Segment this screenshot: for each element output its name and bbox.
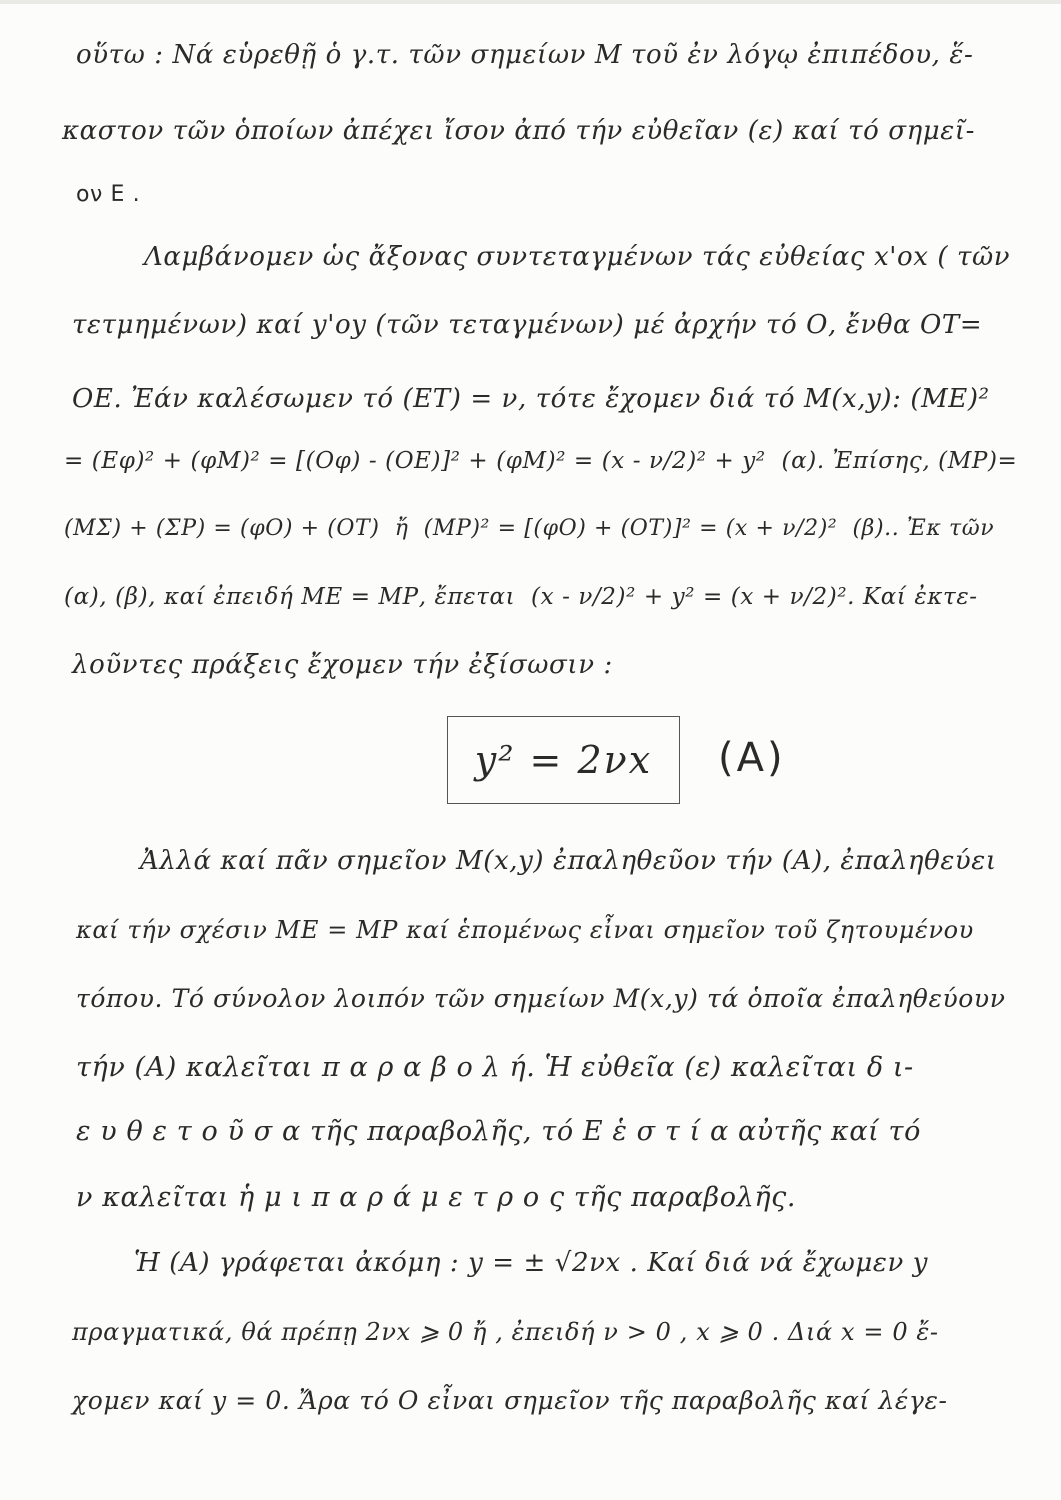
text-line-14: τήν (Α) καλεῖται π α ρ α β ο λ ή. Ἡ εὐθεῖα (ε) καλεῖται δ ι- [76,1052,914,1083]
text-line-4: Λαμβάνομεν ὡς ἄξονας συντεταγμένων τάς εὐθείας x'οx ( τῶν [144,242,1011,272]
text-line-2: καστον τῶν ὁποίων ἀπέχει ἴσον ἀπό τήν εὐθεῖαν (ε) καί τό σημεῖ- [62,116,976,146]
text-line-15: ε υ θ ε τ ο ῦ σ α τῆς παραβολῆς, τό Ε ἑ σ τ ί α αὐτῆς καί τό [76,1116,921,1147]
text-line-13: τόπου. Τό σύνολον λοιπόν τῶν σημείων Μ(x,y) τά ὁποῖα ἐπαληθεύουν [76,984,1006,1013]
text-line-1: οὕτω : Νά εὑρεθῇ ὁ γ.τ. τῶν σημείων Μ τοῦ ἐν λόγῳ ἐπιπέδου, ἕ- [76,40,974,70]
top-edge [0,0,1061,4]
text-line-17: Ἡ (Α) γράφεται ἀκόμη : y = ± √2νx . Καί διά νά ἔχωμεν y [134,1248,929,1278]
parabola-equation: y² = 2νx [474,738,653,782]
text-line-10: λοῦντες πράξεις ἔχομεν τήν ἐξίσωσιν : [72,650,613,680]
text-line-9: (α), (β), καί ἐπειδή ΜΕ = ΜΡ, ἔπεται (x - ν/2)² + y² = (x + ν/2)². Καί ἐκτε- [64,584,978,610]
text-line-5: τετμημένων) καί y'οy (τῶν τεταγμένων) μέ ἀρχήν τό Ο, ἔνθα ΟΤ= [72,310,983,340]
formula-label: (Α) [718,735,786,781]
formula-box [447,716,680,804]
text-line-8: (ΜΣ) + (ΣΡ) = (φΟ) + (ΟΤ) ἤ (ΜΡ)² = [(φΟ) + (ΟΤ)]² = (x + ν/2)² (β).. Ἐκ τῶν [64,516,995,541]
text-line-3: ον Ε . [76,182,141,207]
text-line-6: ΟΕ. Ἐάν καλέσωμεν τό (ΕΤ) = ν, τότε ἔχομεν διά τό Μ(x,y): (ΜΕ)² [72,384,990,414]
text-line-11: Ἀλλά καί πᾶν σημεῖον Μ(x,y) ἐπαληθεῦον τήν (Α), ἐπαληθεύει [140,846,997,876]
text-line-19: χομεν καί y = 0. Ἄρα τό Ο εἶναι σημεῖον τῆς παραβολῆς καί λέγε- [72,1386,948,1415]
text-line-12: καί τήν σχέσιν ΜΕ = ΜΡ καί ἑπομένως εἶναι σημεῖον τοῦ ζητουμένου [76,916,974,944]
text-line-7: = (Εφ)² + (φΜ)² = [(Οφ) - (ΟΕ)]² + (φΜ)² = (x - ν/2)² + y² (α). Ἐπίσης, (ΜΡ)= [64,448,1018,474]
text-line-18: πραγματικά, θά πρέπῃ 2νx ⩾ 0 ἤ , ἐπειδή ν > 0 , x ⩾ 0 . Διά x = 0 ἔ- [72,1318,939,1346]
text-line-16: ν καλεῖται ἡ μ ι π α ρ ά μ ε τ ρ ο ς τῆς παραβολῆς. [76,1182,797,1213]
